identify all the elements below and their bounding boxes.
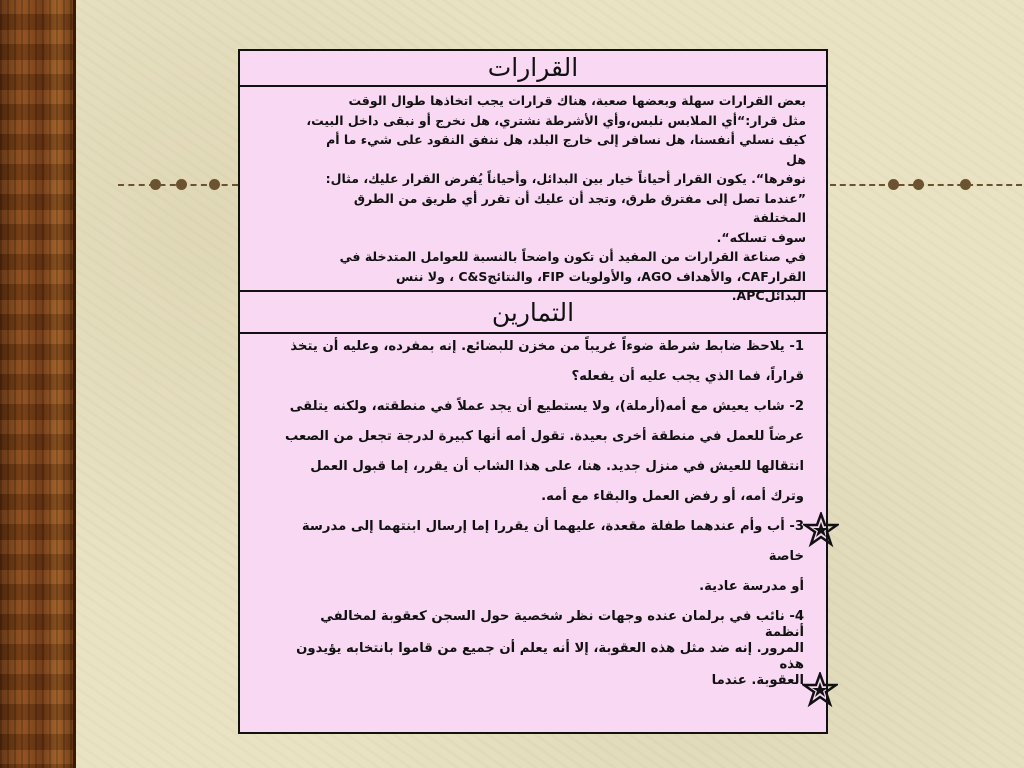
- text-line: سوف تسلكه“.: [716, 229, 806, 245]
- section-title-decisions: القرارات: [240, 51, 826, 87]
- text-line: ”عندما تصل إلى مفترق طرق، وتجد أن عليك أن تقرر أي طريق من الطرق المختلفة: [353, 190, 806, 225]
- text-line: مثل قرار:“أي الملابس نلبس،وأي الأشرطة نشتري، هل نخرج أو نبقى داخل البيت،: [306, 112, 806, 128]
- decisions-paragraph: [306, 91, 806, 306]
- text-line: نوفرها“. يكون القرار أحياناً خيار بين البدائل، وأحياناً يُفرض القرار عليك، مثال:: [325, 171, 806, 186]
- text-line: 1- يلاحظ ضابط شرطة ضوءاً غريباً من مخزن للبضائع. إنه بمفرده، وعليه أن يتخذ: [290, 339, 804, 354]
- text-line: البدائلAPC.: [731, 288, 806, 303]
- text-line: 4- نائب في برلمان عنده وجهات نظر شخصية حول السجن كعقوبة لمخالفي أنظمة: [320, 609, 804, 640]
- decisions-body: [240, 87, 826, 303]
- wood-border-strip: [0, 0, 76, 768]
- decorative-bead: [176, 179, 187, 190]
- text-line: وترك أمه، أو رفض العمل والبقاء مع أمه.: [541, 489, 804, 504]
- text-line: 2- شاب يعيش مع أمه(أرملة)، ولا يستطيع أن يجد عملاً في منطقته، ولكنه يتلقى: [289, 399, 804, 414]
- exercises-body: [240, 334, 826, 732]
- text-line: القرارCAF، والأهداف AGO، والأولويات FIP، والنتائجC&S ، ولا ننس: [395, 268, 806, 284]
- text-line: 3- أب وأم عندهما طفلة مقعدة، عليهما أن يقررا إما إرسال ابنتهما إلى مدرسة خاصة: [301, 519, 804, 564]
- text-line: كيف نسلي أنفسنا، هل نسافر إلى خارج البلد، هل ننفق النقود على شيء ما أم هل: [326, 132, 806, 167]
- decorative-bead: [913, 179, 924, 190]
- text-line: أو مدرسة عادية.: [699, 579, 804, 594]
- content-table: [238, 49, 828, 734]
- decorative-bead: [150, 179, 161, 190]
- text-line: عرضاً للعمل في منطقة أخرى بعيدة. تقول أمه أنها كبيرة لدرجة تجعل من الصعب: [285, 429, 804, 444]
- text-line: انتقالها للعيش في منزل جديد. هنا، على هذا الشاب أن يقرر، إما قبول العمل: [310, 459, 804, 474]
- text-line: العقوبة. عندما: [711, 673, 804, 688]
- exercise-4: [284, 602, 804, 689]
- decorative-bead: [209, 179, 220, 190]
- exercises-list: [284, 332, 804, 689]
- decorative-dashed-line-right: [830, 184, 1022, 186]
- text-line: قراراً، فما الذي يجب عليه أن يفعله؟: [571, 369, 804, 384]
- text-line: بعض القرارات سهلة وبعضها صعبة، هناك قرارات يجب اتخاذها طوال الوقت: [348, 93, 806, 108]
- star-ornament-icon: [803, 512, 839, 548]
- text-line: المرور. إنه ضد مثل هذه العقوبة، إلا أنه يعلم أن جميع من قاموا بانتخابه يؤيدون هذه: [296, 641, 804, 672]
- decorative-bead: [960, 179, 971, 190]
- star-ornament-icon: [802, 672, 838, 708]
- section-title-exercises: التمارين: [240, 292, 826, 334]
- text-line: في صناعة القرارات من المفيد أن تكون واضحاً بالنسبة للعوامل المتدخلة في: [339, 249, 806, 264]
- decorative-bead: [888, 179, 899, 190]
